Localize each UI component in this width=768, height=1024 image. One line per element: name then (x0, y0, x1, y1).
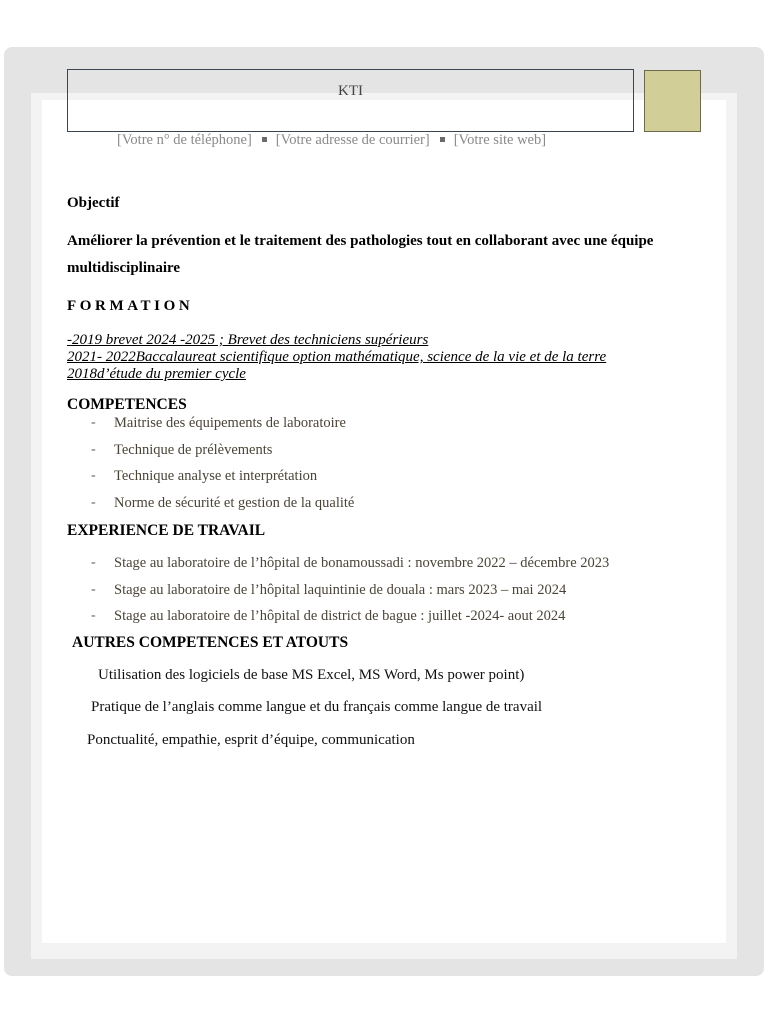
formation-line: 2021- 2022Baccalaureat scientifique option mathématique, science de la vie et de la terre (67, 349, 607, 365)
candidate-name[interactable]: KTI (338, 83, 363, 99)
dash-bullet: - (91, 415, 96, 430)
competence-item: Norme de sécurité et gestion de la qualité (114, 495, 355, 511)
dash-bullet: - (91, 468, 96, 483)
competence-item: Technique analyse et interprétation (114, 468, 318, 484)
autres-line: Ponctualité, empathie, esprit d’équipe, communication (87, 732, 415, 748)
formation-line: 2018d’étude du premier cycle (67, 366, 246, 382)
contact-web[interactable]: [Votre site web] (453, 132, 547, 148)
experience-heading: EXPERIENCE DE TRAVAIL (67, 522, 266, 539)
dash-bullet: - (91, 555, 96, 570)
competence-item: Maitrise des équipements de laboratoire (114, 415, 346, 431)
contact-phone[interactable]: [Votre n° de téléphone] (117, 132, 252, 148)
autres-heading: AUTRES COMPETENCES ET ATOUTS (72, 634, 349, 651)
contact-line (117, 132, 546, 149)
accent-square (644, 70, 701, 132)
competences-heading: COMPETENCES (67, 396, 187, 413)
objectif-text: Améliorer la prévention et le traitement des pathologies tout en collaborant avec une équipe multidisciplinaire (67, 233, 654, 276)
competence-item: Technique de prélèvements (114, 442, 273, 458)
formation-line: -2019 brevet 2024 -2025 ; Brevet des techniciens supérieurs (67, 332, 429, 348)
dash-bullet: - (91, 582, 96, 597)
contact-email[interactable]: [Votre adresse de courrier] (275, 132, 430, 148)
experience-item: Stage au laboratoire de l’hôpital de district de bague : juillet -2024- aout 2024 (114, 608, 566, 624)
separator-bullet (440, 137, 445, 142)
dash-bullet: - (91, 442, 96, 457)
separator-bullet (262, 137, 267, 142)
objectif-heading: Objectif (67, 195, 120, 211)
dash-bullet: - (91, 608, 96, 623)
formation-heading: FORMATION (67, 298, 194, 314)
name-box (67, 69, 634, 132)
autres-line: Pratique de l’anglais comme langue et du français comme langue de travail (91, 699, 543, 715)
experience-item: Stage au laboratoire de l’hôpital de bonamoussadi : novembre 2022 – décembre 2023 (114, 555, 610, 571)
dash-bullet: - (91, 495, 96, 510)
autres-line: Utilisation des logiciels de base MS Excel, MS Word, Ms power point) (98, 667, 525, 683)
experience-item: Stage au laboratoire de l’hôpital laquintinie de douala : mars 2023 – mai 2024 (114, 582, 567, 598)
